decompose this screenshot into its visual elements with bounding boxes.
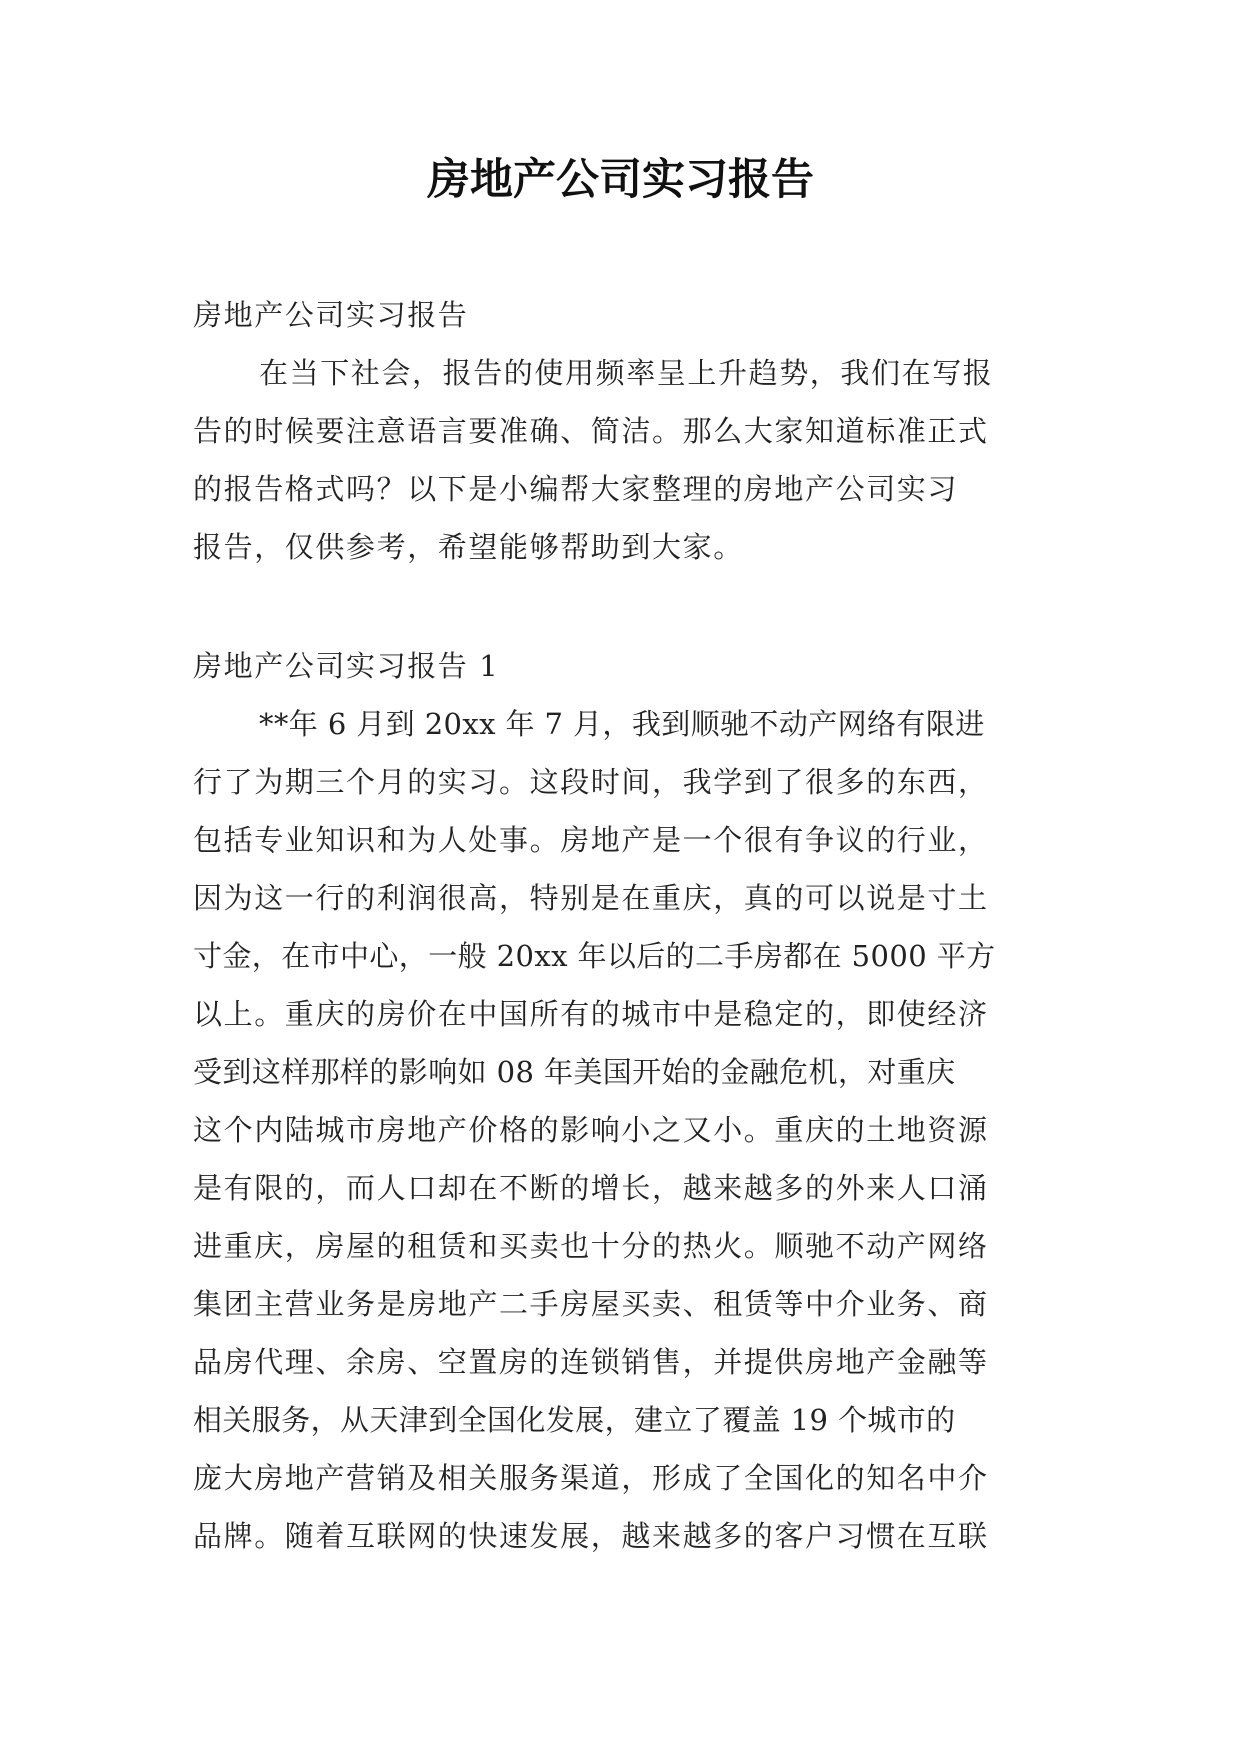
section1-paragraph-line: 行了为期三个月的实习。这段时间，我学到了很多的东西， [193, 765, 989, 799]
section1-paragraph-line: 这个内陆城市房地产价格的影响小之又小。重庆的土地资源 [193, 1113, 989, 1147]
section1-paragraph-line: 相关服务，从天津到全国化发展，建立了覆盖 19 个城市的 [193, 1403, 956, 1437]
section1-paragraph-line: 品房代理、余房、空置房的连锁销售，并提供房地产金融等 [193, 1345, 989, 1379]
section1-paragraph-line: 是有限的，而人口却在不断的增长，越来越多的外来人口涌 [193, 1171, 989, 1205]
intro-section [193, 286, 1053, 576]
section1-paragraph-line: 包括专业知识和为人处事。房地产是一个很有争议的行业， [193, 823, 989, 857]
report-section-1 [193, 637, 1053, 1565]
section1-paragraph-line: **年 6 月到 20xx 年 7 月，我到顺驰不动产网络有限进 [259, 707, 985, 741]
section1-paragraph-line: 进重庆，房屋的租赁和买卖也十分的热火。顺驰不动产网络 [193, 1229, 989, 1263]
section1-paragraph-line: 因为这一行的利润很高，特别是在重庆，真的可以说是寸土 [193, 881, 989, 915]
intro-paragraph-line: 告的时候要注意语言要准确、简洁。那么大家知道标准正式 [193, 414, 989, 448]
intro-paragraph-line: 在当下社会，报告的使用频率呈上升趋势，我们在写报 [259, 356, 994, 390]
document-title: 房地产公司实习报告 [427, 155, 814, 205]
section1-paragraph-line: 品牌。随着互联网的快速发展，越来越多的客户习惯在互联 [193, 1519, 989, 1553]
section1-paragraph-line: 以上。重庆的房价在中国所有的城市中是稳定的，即使经济 [193, 997, 989, 1031]
section1-paragraph-line: 受到这样那样的影响如 08 年美国开始的金融危机，对重庆 [193, 1055, 956, 1089]
intro-paragraph-line: 报告，仅供参考，希望能够帮助到大家。 [193, 530, 744, 564]
section1-heading: 房地产公司实习报告 1 [193, 649, 500, 683]
section1-paragraph-line: 庞大房地产营销及相关服务渠道，形成了全国化的知名中介 [193, 1461, 989, 1495]
intro-heading: 房地产公司实习报告 [193, 298, 469, 332]
intro-paragraph-line: 的报告格式吗？以下是小编帮大家整理的房地产公司实习 [193, 472, 959, 506]
section1-paragraph-line: 集团主营业务是房地产二手房屋买卖、租赁等中介业务、商 [193, 1287, 989, 1321]
section1-paragraph-line: 寸金，在市中心，一般 20xx 年以后的二手房都在 5000 平方 [193, 939, 996, 973]
